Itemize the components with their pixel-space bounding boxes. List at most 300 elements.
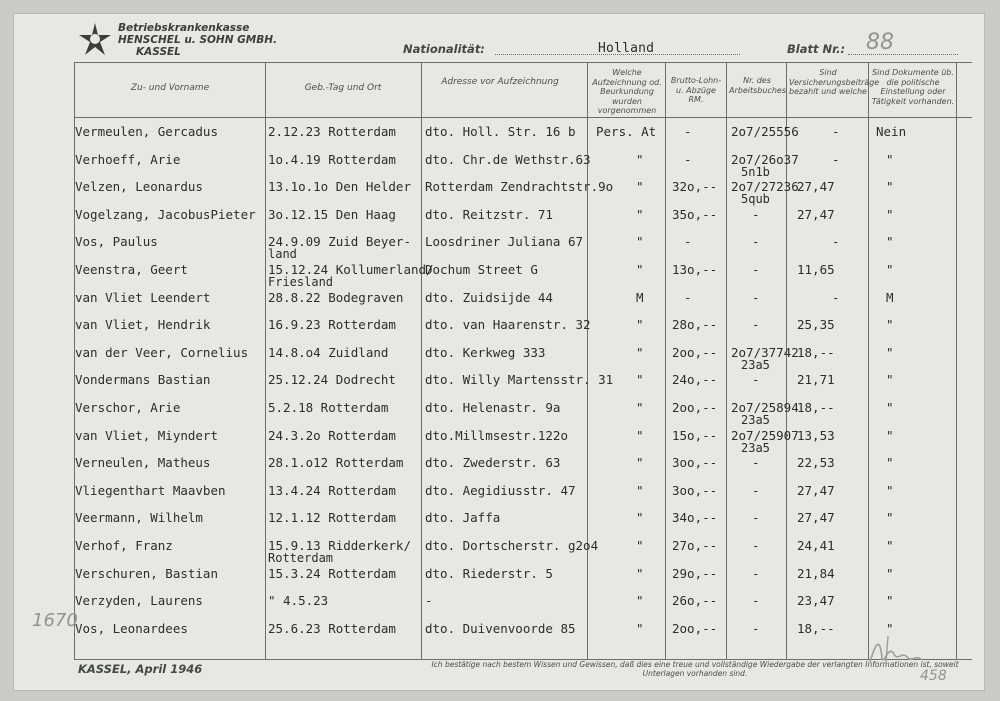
cell-ins-text: 21,84 — [797, 565, 835, 581]
cell-docs-text: " — [886, 400, 894, 415]
cell-record — [636, 291, 644, 305]
cell-wage — [672, 456, 717, 470]
cell-docs — [886, 401, 894, 415]
cell-wage — [672, 539, 717, 553]
table-row — [0, 594, 1000, 620]
cell-docs-text: " — [886, 317, 894, 333]
cell-birth — [268, 484, 396, 498]
table-header-rule — [74, 117, 972, 118]
cell-address — [425, 153, 591, 167]
cell-record-text: " — [636, 455, 644, 471]
cell-name — [75, 208, 256, 222]
cell-address — [425, 180, 613, 194]
cell-address — [425, 401, 560, 415]
cell-docs-text: " — [886, 372, 894, 388]
cell-birth-text: " 4.5.23 — [268, 593, 329, 609]
cell-address — [425, 373, 613, 387]
cell-ins-text: 23,47 — [797, 593, 835, 609]
cell-record — [636, 567, 644, 581]
cell-name-text: Vogelzang, JacobusPieter — [75, 206, 256, 222]
cell-book-text: - — [752, 289, 760, 305]
cell-ins-text: 13,53 — [797, 427, 835, 443]
cell-address-text: dto. Reitzstr. 71 — [425, 206, 553, 222]
cell-ins-text: 21,71 — [797, 372, 835, 388]
cell-address-text: dto. Chr.de Wethstr.63 — [425, 151, 591, 167]
cell-birth-text: 28.8.22 Bodegraven — [268, 289, 404, 305]
cell-docs-text: " — [886, 455, 894, 471]
cell-address — [425, 456, 560, 470]
cell-wage — [684, 125, 692, 139]
cell-ins-text: 25,35 — [797, 317, 835, 333]
cell-book — [752, 511, 760, 525]
cell-docs — [886, 180, 894, 194]
cell-wage-text: 2oo,-- — [672, 344, 718, 360]
table-row — [0, 622, 1000, 648]
cell-birth — [268, 346, 388, 360]
company-name — [118, 22, 277, 58]
cell-book — [752, 567, 760, 581]
cell-book — [752, 235, 760, 249]
cell-book — [752, 263, 760, 277]
cell-name-text: Velzen, Leonardus — [75, 179, 203, 195]
cell-docs — [886, 263, 894, 277]
cell-book-text: 2o7/27236 — [731, 179, 799, 195]
cell-birth-text: 5.2.18 Rotterdam — [268, 400, 389, 415]
cell-birth — [268, 291, 403, 305]
cell-book — [731, 125, 799, 139]
cell-birth — [268, 511, 396, 525]
cell-ins-text: 18,-- — [797, 620, 835, 636]
table-row — [0, 484, 1000, 510]
cell-ins-text: 27,47 — [797, 206, 835, 222]
cell-birth-text: 24.3.2o Rotterdam — [268, 427, 396, 443]
cell-address-text: dto. Aegidiusstr. 47 — [425, 482, 576, 498]
cell-ins — [797, 622, 835, 636]
table-row — [0, 346, 1000, 372]
cell-docs — [886, 235, 894, 249]
cell-ins — [797, 511, 835, 525]
cell-record — [636, 263, 644, 277]
table-row — [0, 318, 1000, 344]
cell-ins — [797, 567, 835, 581]
cell-book-text: - — [752, 538, 760, 553]
cell-docs-text: " — [886, 427, 894, 443]
table-row — [0, 208, 1000, 234]
cell-name-text: Vos, Paulus — [75, 234, 158, 250]
table-row — [0, 291, 1000, 317]
cell-address — [425, 291, 553, 305]
cell-record — [636, 401, 644, 415]
cell-address — [425, 429, 568, 443]
cell-birth — [268, 153, 396, 167]
company-line-1: Betriebskrankenkasse — [118, 22, 250, 34]
col-head-insurance: Sind Versicherungsbeiträge bezahlt und welche — [789, 68, 880, 96]
cell-record — [636, 539, 644, 553]
cell-record — [636, 346, 644, 360]
col-head-political: Sind Dokumente üb. die politische Einstellung oder Tätigkeit vorhanden. — [871, 68, 955, 106]
cell-record-text: M — [636, 289, 644, 305]
company-star-logo-icon — [78, 22, 112, 56]
cell-wage — [684, 153, 692, 167]
cell-birth — [268, 594, 328, 608]
cell-address — [425, 235, 583, 249]
cell-wage-text: 29o,-- — [672, 565, 718, 581]
cell-ins-text: - — [832, 234, 840, 250]
cell-birth — [268, 622, 396, 636]
cell-book2-text: 5qub — [741, 192, 770, 207]
cell-wage — [672, 208, 717, 222]
cell-address-text: dto. van Haarenstr. 32 — [425, 317, 591, 333]
cell-docs-text: " — [886, 206, 894, 222]
cell-birth-text: 25.12.24 Dodrecht — [268, 372, 396, 388]
cell-docs — [886, 346, 894, 360]
cell-birth — [268, 539, 411, 564]
cell-birth — [268, 401, 388, 415]
cell-ins — [832, 153, 840, 167]
cell-name — [75, 567, 218, 581]
cell-name — [75, 235, 158, 249]
cell-address-text: dto. Holl. Str. 16 b — [425, 124, 576, 139]
cell-record — [636, 373, 644, 387]
cell-record-text: " — [636, 206, 644, 222]
company-line-3: KASSEL — [136, 46, 181, 58]
cell-address — [425, 346, 545, 360]
cell-record-text: " — [636, 179, 644, 195]
cell-address-text: dto. Zuidsijde 44 — [425, 289, 553, 305]
cell-wage-text: 3oo,-- — [672, 482, 718, 498]
cell-record — [636, 622, 644, 636]
cell-ins — [797, 456, 835, 470]
cell-birth — [268, 318, 396, 332]
cell-ins — [797, 180, 835, 194]
cell-book — [752, 208, 760, 222]
table-row — [0, 235, 1000, 261]
cell-record-text: " — [636, 344, 644, 360]
cell-ins-text: 24,41 — [797, 538, 835, 553]
cell-docs-text: " — [886, 482, 894, 498]
cell-book-text: - — [752, 262, 760, 277]
cell-book-text: - — [752, 565, 760, 581]
cell-record-text: " — [636, 151, 644, 167]
cell-docs-text: " — [886, 620, 894, 636]
cell-name — [75, 594, 203, 608]
cell-record-text: " — [636, 400, 644, 415]
cell-ins — [797, 539, 835, 553]
table-row — [0, 401, 1000, 427]
cell-record — [636, 153, 644, 167]
cell-name — [75, 180, 203, 194]
cell-name-text: Verzyden, Laurens — [75, 593, 203, 609]
cell-name — [75, 456, 210, 470]
cell-name — [75, 401, 180, 415]
cell-wage — [672, 346, 717, 360]
cell-record-text: " — [636, 510, 644, 526]
cell-name — [75, 622, 188, 636]
cell-name — [75, 429, 218, 443]
cell-book-text: 2o7/26o37 — [731, 151, 799, 167]
cell-name-text: Verhof, Franz — [75, 538, 173, 553]
cell-docs — [886, 153, 894, 167]
cell-ins-text: 27,47 — [797, 510, 835, 526]
cell-address-text: dto. Zwederstr. 63 — [425, 455, 561, 471]
cell-docs-text: " — [886, 262, 894, 277]
cell-birth-text: 13.1o.1o Den Helder — [268, 179, 411, 195]
col-head-record: Welche Aufzeichnung od. Beurkundung wurden vorgenommen — [592, 68, 662, 115]
cell-ins — [797, 318, 835, 332]
sheet-number-label: Blatt Nr.: — [787, 42, 846, 56]
cell-birth-text: 25.6.23 Rotterdam — [268, 620, 396, 636]
cell-ins — [832, 291, 840, 305]
sheet-dotline — [848, 54, 958, 55]
cell-wage — [672, 567, 717, 581]
cell-address — [425, 511, 500, 525]
cell-wage-text: 13o,-- — [672, 262, 718, 277]
cell-name-text: Verschor, Arie — [75, 400, 181, 415]
cell-wage — [672, 484, 717, 498]
cell-address-text: Loosdriner Juliana 67 — [425, 234, 584, 250]
cell-address — [425, 125, 576, 139]
cell-name — [75, 291, 210, 305]
cell-docs — [886, 208, 894, 222]
cell-book — [752, 539, 760, 553]
cell-record-text: " — [636, 262, 644, 277]
cell-ins — [797, 594, 835, 608]
cell-ins-text: 11,65 — [797, 262, 835, 277]
cell-record — [636, 511, 644, 525]
table-row — [0, 511, 1000, 537]
cell-name-text: van Vliet, Hendrik — [75, 317, 211, 333]
cell-wage — [672, 263, 717, 277]
cell-birth-text: 12.1.12 Rotterdam — [268, 510, 396, 526]
cell-book — [731, 346, 799, 371]
cell-address-text: dto. Willy Martensstr. 31 — [425, 372, 614, 388]
cell-record-text: " — [636, 427, 644, 443]
cell-wage — [672, 401, 717, 415]
cell-birth — [268, 125, 396, 139]
cell-wage — [672, 622, 717, 636]
cell-name — [75, 346, 248, 360]
cell-book — [752, 622, 760, 636]
cell-record-text: " — [636, 593, 644, 609]
cell-name-text: van der Veer, Cornelius — [75, 344, 249, 360]
cell-birth — [268, 235, 411, 260]
cell-ins — [797, 401, 835, 415]
cell-book-text: 2o7/25907 — [731, 427, 799, 443]
cell-docs — [886, 373, 894, 387]
cell-birth — [268, 567, 396, 581]
table-row — [0, 180, 1000, 206]
cell-docs-text: " — [886, 565, 894, 581]
cell-name-text: van Vliet Leendert — [75, 289, 211, 305]
cell-docs-text: " — [886, 151, 894, 167]
cell-ins — [797, 263, 835, 277]
cell-book-text: - — [752, 620, 760, 636]
cell-birth — [268, 456, 403, 470]
cell-wage-text: - — [684, 234, 692, 250]
cell-name — [75, 511, 203, 525]
table-row — [0, 125, 1000, 151]
cell-birth-text: 15.12.24 Kollumerland/ — [268, 262, 434, 277]
cell-book-text: 2o7/25556 — [731, 124, 799, 139]
cell-address — [425, 594, 433, 608]
cell-wage-text: - — [684, 289, 692, 305]
cell-ins-text: 18,-- — [797, 400, 835, 415]
table-row — [0, 456, 1000, 482]
cell-birth-text: 1o.4.19 Rotterdam — [268, 151, 396, 167]
table-row — [0, 539, 1000, 565]
cell-book-text: - — [752, 510, 760, 526]
table-row — [0, 263, 1000, 289]
cell-docs — [886, 484, 894, 498]
cell-ins-text: - — [832, 289, 840, 305]
cell-book — [752, 373, 760, 387]
cell-wage — [672, 373, 717, 387]
cell-docs — [886, 318, 894, 332]
cell-birth — [268, 373, 396, 387]
cell-book-text: - — [752, 234, 760, 250]
cell-record — [636, 208, 644, 222]
cell-docs-text: " — [886, 344, 894, 360]
cell-docs — [886, 539, 894, 553]
table-top-rule — [74, 62, 972, 63]
cell-wage-text: 27o,-- — [672, 538, 718, 553]
cell-ins-text: 27,47 — [797, 179, 835, 195]
cell-record-text: " — [636, 317, 644, 333]
cell-address-text: dto. Dortscherstr. g2o4 — [425, 538, 599, 553]
cell-book-text: - — [752, 482, 760, 498]
col-head-birth: Geb.-Tag und Ort — [304, 83, 382, 93]
cell-book — [752, 456, 760, 470]
cell-name-text: Veermann, Wilhelm — [75, 510, 203, 526]
cell-record — [636, 429, 644, 443]
cell-docs-text: " — [886, 510, 894, 526]
cell-wage-text: 28o,-- — [672, 317, 718, 333]
cell-wage — [684, 291, 692, 305]
cell-address-text: dto. Duivenvoorde 85 — [425, 620, 576, 636]
cell-name — [75, 318, 210, 332]
cell-record — [636, 318, 644, 332]
cell-birth-text: 13.4.24 Rotterdam — [268, 482, 396, 498]
cell-address-text: dto. Kerkweg 333 — [425, 344, 546, 360]
cell-record-text: " — [636, 620, 644, 636]
cell-docs — [876, 125, 906, 139]
cell-name — [75, 125, 218, 139]
company-line-2: HENSCHEL u. SOHN GMBH. — [118, 34, 278, 46]
cell-address — [425, 318, 591, 332]
cell-birth — [268, 208, 396, 222]
cell-birth2-text: Rotterdam — [268, 551, 334, 565]
cell-book — [752, 318, 760, 332]
cell-birth2-text: land — [268, 247, 297, 262]
cell-address-text: Rotterdam Zendrachtstr.9o — [425, 179, 614, 195]
cell-book-text: 2o7/37742 — [731, 344, 799, 360]
cell-docs — [886, 291, 894, 305]
cell-ins — [832, 125, 840, 139]
cell-book-text: - — [752, 317, 760, 333]
cell-name — [75, 373, 210, 387]
cell-record — [636, 235, 644, 249]
cell-wage-text: 15o,-- — [672, 427, 718, 443]
cell-address — [425, 484, 576, 498]
cell-docs-text: " — [886, 593, 894, 609]
cell-ins — [797, 208, 835, 222]
cell-book — [752, 594, 760, 608]
cell-name-text: Verschuren, Bastian — [75, 565, 218, 581]
cell-name — [75, 153, 180, 167]
cell-record — [636, 484, 644, 498]
cell-docs-text: M — [886, 289, 894, 305]
cell-ins — [797, 429, 835, 443]
cell-name-text: Vos, Leonardees — [75, 620, 188, 636]
cell-book — [752, 291, 760, 305]
cell-address-text: - — [425, 593, 433, 609]
cell-birth — [268, 180, 411, 194]
footer-declaration: Ich bestätige nach bestem Wissen und Gewissen, daß dies eine treue und vollständige Wiedergabe der verlangten Informationen ist, soweit Unterlagen vorhanden sind. — [431, 660, 959, 678]
cell-birth — [268, 263, 434, 288]
cell-book2-text: 5n1b — [741, 164, 770, 179]
cell-book-text: - — [752, 206, 760, 222]
cell-ins — [797, 484, 835, 498]
cell-ins-text: - — [832, 151, 840, 167]
cell-docs — [886, 567, 894, 581]
cell-birth-text: 16.9.23 Rotterdam — [268, 317, 396, 333]
col-head-wage: Brutto-Lohn- u. Abzüge RM. — [670, 76, 722, 104]
cell-birth-text: 14.8.o4 Zuidland — [268, 344, 389, 360]
table-row — [0, 153, 1000, 179]
cell-name-text: Vondermans Bastian — [75, 372, 211, 388]
cell-name-text: Veenstra, Geert — [75, 262, 188, 277]
table-row — [0, 373, 1000, 399]
cell-docs-text: " — [886, 179, 894, 195]
cell-docs-text: Nein — [876, 124, 907, 139]
cell-docs — [886, 456, 894, 470]
cell-record — [636, 180, 644, 194]
cell-docs-text: " — [886, 538, 894, 553]
cell-record — [596, 125, 656, 139]
cell-birth-text: 15.9.13 Ridderkerk/ — [268, 538, 411, 553]
cell-wage-text: 2oo,-- — [672, 400, 718, 415]
cell-name — [75, 484, 226, 498]
cell-book — [731, 401, 799, 426]
cell-book — [731, 153, 799, 178]
cell-book-text: - — [752, 372, 760, 388]
cell-ins — [832, 235, 840, 249]
cell-wage-text: - — [684, 124, 692, 139]
cell-wage-text: 26o,-- — [672, 593, 718, 609]
cell-name-text: Vliegenthart Maavben — [75, 482, 226, 498]
cell-wage-text: - — [684, 151, 692, 167]
cell-record-text: " — [636, 538, 644, 553]
cell-ins-text: 18,-- — [797, 344, 835, 360]
cell-wage — [672, 511, 717, 525]
cell-wage — [672, 318, 717, 332]
cell-name-text: Verhoeff, Arie — [75, 151, 181, 167]
cell-book — [752, 484, 760, 498]
cell-book — [731, 180, 799, 205]
footer-place-date: KASSEL, April 1946 — [78, 662, 203, 676]
cell-record — [636, 594, 644, 608]
cell-birth2-text: Friesland — [268, 275, 334, 289]
cell-docs — [886, 429, 894, 443]
cell-wage-text: 34o,-- — [672, 510, 718, 526]
cell-address-text: Dochum Street G — [425, 262, 538, 277]
cell-wage-text: 2oo,-- — [672, 620, 718, 636]
nationality-value: Holland — [598, 41, 655, 56]
cell-wage — [672, 180, 717, 194]
cell-wage-text: 3oo,-- — [672, 455, 718, 471]
cell-name-text: Verneulen, Matheus — [75, 455, 211, 471]
cell-book-text: - — [752, 455, 760, 471]
